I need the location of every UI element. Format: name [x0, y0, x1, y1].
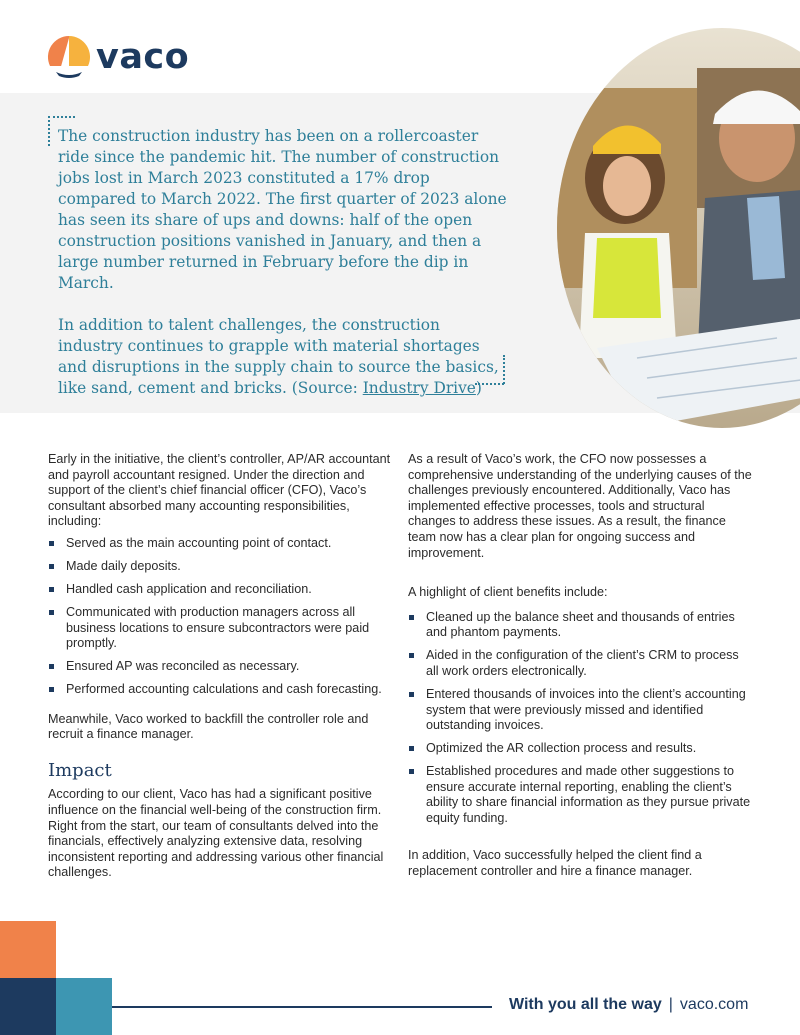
meanwhile-paragraph: Meanwhile, Vaco worked to backfill the controller role and recruit a finance manager. [48, 711, 369, 742]
list-item: Communicated with production managers across all business locations to ensure subcontractors were paid promptly. [48, 605, 393, 652]
list-item: Established procedures and made other suggestions to ensure accurate internal reporting, enabling the client’s ability to share financial information as they pursue private equity funding. [408, 764, 753, 826]
list-item: Ensured AP was reconciled as necessary. [48, 659, 393, 675]
benefits-list [408, 610, 753, 827]
left-column [48, 452, 393, 881]
footer-rule [112, 1006, 492, 1008]
logo-wordmark: vaco [96, 36, 190, 77]
quote-paragraph-1: The construction industry has been on a rollercoaster ride since the pandemic hit. The number of construction jobs lost in March 2023 constituted a 17% drop compared to March 2022. The first quarter of 2023 alone has seen its share of ups and downs: half of the open construction positions vanished in January, and then a large number returned in February before the dip in March. [58, 127, 507, 292]
footer-website[interactable]: vaco.com [679, 996, 749, 1013]
intro-paragraph: Early in the initiative, the client’s controller, AP/AR accountant and payroll accountant resigned. Under the direction and support of the client’s chief financial officer (CFO), Vaco’s consultant absorbed many accounting responsibilities, including: [48, 452, 391, 529]
teal-square [56, 978, 112, 1035]
right-column [408, 452, 753, 880]
vaco-logo [46, 34, 189, 80]
navy-square [0, 978, 56, 1035]
impact-paragraph: According to our client, Vaco has had a significant positive influence on the financial well-being of the construction firm. Right from the start, our team of consultants delved into the financials, effectively analyzing extensive data, resolving inconsistent reporting and addressing various other financial challenges. [48, 787, 384, 880]
footer-separator: | [668, 996, 673, 1013]
list-item: Cleaned up the balance sheet and thousands of entries and phantom payments. [408, 610, 753, 641]
closing-paragraph: In addition, Vaco successfully helped the client find a replacement controller and hire a finance manager. [408, 848, 702, 879]
highlight-intro: A highlight of client benefits include: [408, 585, 608, 600]
footer-tagline: With you all the way [509, 996, 662, 1013]
quote-bracket-top-left [48, 116, 75, 118]
pull-quote [58, 126, 508, 420]
list-item: Handled cash application and reconciliation. [48, 582, 393, 598]
list-item: Optimized the AR collection process and results. [408, 741, 753, 757]
list-item: Performed accounting calculations and cash forecasting. [48, 682, 393, 698]
source-link[interactable]: Industry Drive [362, 379, 476, 397]
list-item: Aided in the configuration of the client’s CRM to process all work orders electronically. [408, 648, 753, 679]
footer [509, 996, 748, 1014]
quote-bracket-top-left-vertical [48, 116, 50, 146]
quote-paragraph-2-text: In addition to talent challenges, the construction industry continues to grapple with material shortages and disruptions in the supply chain to source the basics, like sand, cement and bricks. (Source: [58, 316, 499, 397]
impact-heading: Impact [48, 759, 112, 781]
list-item: Made daily deposits. [48, 559, 393, 575]
quote-paragraph-2 [58, 315, 508, 399]
quote-paragraph-2-end: ) [475, 379, 482, 397]
result-paragraph: As a result of Vaco’s work, the CFO now possesses a comprehensive understanding of the underlying causes of the challenges previously encountered. Additionally, Vaco has implemented effective processes, tools and structural changes to address these issues. As a result, the finance team now has a clear plan for ongoing success and improvement. [408, 452, 752, 560]
sailboat-logo-icon [46, 34, 92, 80]
orange-square [0, 921, 56, 978]
list-item: Served as the main accounting point of contact. [48, 536, 393, 552]
list-item: Entered thousands of invoices into the client’s accounting system that were previously missed and identified outstanding invoices. [408, 687, 753, 734]
responsibilities-list [48, 536, 393, 698]
